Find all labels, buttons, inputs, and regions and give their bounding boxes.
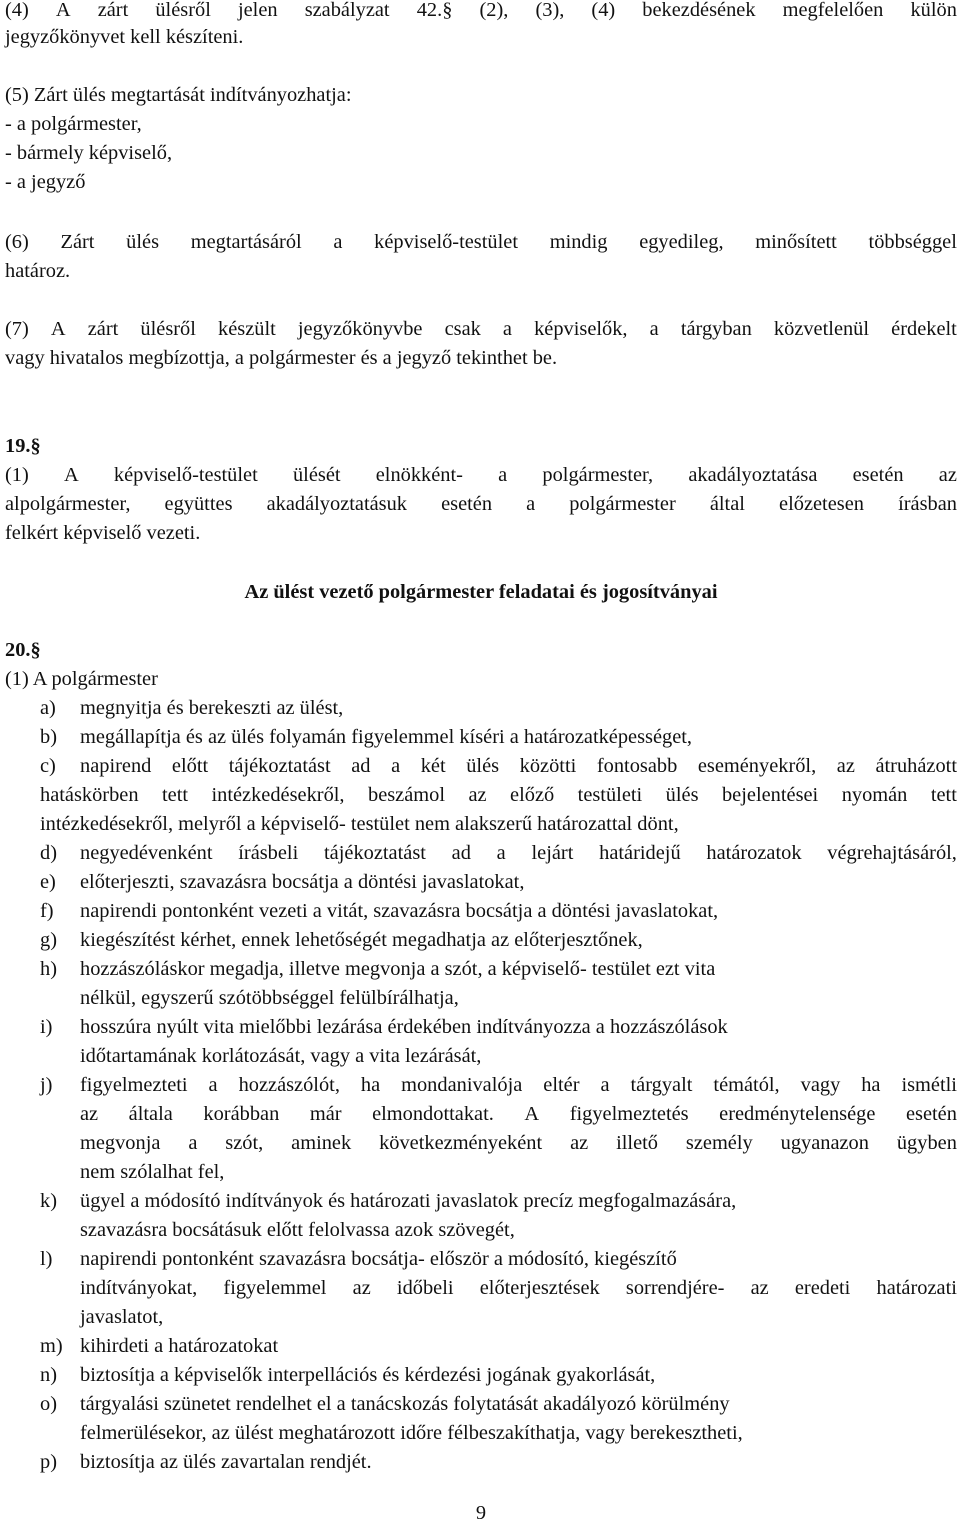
item-label: d): [40, 842, 57, 864]
paragraph-5-item: - a polgármester,: [5, 113, 142, 135]
item-text-line: nem szólalhat fel,: [80, 1161, 225, 1183]
paragraph-5-title: (5) Zárt ülés megtartását indítványozhatja:: [5, 84, 352, 106]
item-text-line: szavazásra bocsátásuk előtt felolvassa azok szövegét,: [80, 1219, 515, 1241]
item-label: o): [40, 1393, 57, 1415]
section-20-number: 20.§: [5, 639, 41, 661]
section-20-intro: (1) A polgármester: [5, 668, 158, 690]
item-text-line: megnyitja és berekeszti az ülést,: [80, 697, 344, 719]
section-heading: Az ülést vezető polgármester feladatai és jogosítványai: [244, 581, 718, 603]
item-text-line: nélkül, egyszerű szótöbbséggel felülbírálhatja,: [80, 987, 459, 1009]
paragraph-6-line-1: (6) Zárt ülés megtartásáról a képviselő-testület mindig egyedileg, minősített többséggel: [5, 231, 957, 253]
paragraph-5-item: - a jegyző: [5, 171, 86, 193]
item-text-line: biztosítja az ülés zavartalan rendjét.: [80, 1451, 372, 1473]
item-text-line: felmerülésekor, az ülést meghatározott időre félbeszakíthatja, vagy berekesztheti,: [80, 1422, 743, 1444]
section-19-number: 19.§: [5, 435, 41, 457]
paragraph-5-item: - bármely képviselő,: [5, 142, 173, 164]
item-text-line: napirendi pontonként vezeti a vitát, szavazásra bocsátja a döntési javaslatokat,: [80, 900, 719, 922]
item-text-line: figyelmezteti a hozzászólót, ha mondanivalója eltér a tárgyalt témától, vagy ha ismétli: [80, 1074, 957, 1096]
item-text-line: hosszúra nyúlt vita mielőbbi lezárása érdekében indítványozza a hozzászólások: [80, 1016, 728, 1038]
item-label: c): [40, 755, 56, 777]
item-text-line: megállapítja és az ülés folyamán figyelemmel kíséri a határozatképességet,: [80, 726, 693, 748]
item-label: i): [40, 1016, 53, 1038]
item-label: l): [40, 1248, 53, 1270]
item-text-line: hatáskörben tett intézkedésekről, beszámol az előző testületi ülés bejelentései nyomán tett: [40, 784, 957, 806]
item-text-line: intézkedésekről, melyről a képviselő- testület nem alakszerű határozattal dönt,: [40, 813, 679, 835]
item-text-line: tárgyalási szünetet rendelhet el a tanácskozás folytatását akadályozó körülmény: [80, 1393, 730, 1415]
item-text-line: időtartamának korlátozását, vagy a vita lezárását,: [80, 1045, 482, 1067]
paragraph-7-line-1: (7) A zárt ülésről készült jegyzőkönyvbe csak a képviselők, a tárgyban közvetlenül érdekelt: [5, 318, 957, 340]
item-label: p): [40, 1451, 57, 1473]
page-number: 9: [475, 1502, 487, 1524]
item-label: e): [40, 871, 56, 893]
item-label: f): [40, 900, 54, 922]
item-text-line: napirend előtt tájékoztatást ad a két ülés közötti fontosabb eseményekről, az átruházott: [80, 755, 957, 777]
item-text-line: negyedévenként írásbeli tájékoztatást ad a lejárt határidejű határozatok végrehajtásáról,: [80, 842, 957, 864]
item-text-line: napirendi pontonként szavazásra bocsátja- először a módosító, kiegészítő: [80, 1248, 677, 1270]
item-label: j): [40, 1074, 53, 1096]
item-label: k): [40, 1190, 57, 1212]
section-19-line-1: (1) A képviselő-testület ülését elnökként- a polgármester, akadályoztatása esetén az: [5, 464, 957, 486]
item-text-line: megvonja a szót, aminek következményeként az illető személy ugyanazon ügyben: [80, 1132, 957, 1154]
item-label: a): [40, 697, 56, 719]
item-text-line: ügyel a módosító indítványok és határozati javaslatok precíz megfogalmazására,: [80, 1190, 737, 1212]
section-19-line-2: alpolgármester, együttes akadályoztatásuk esetén a polgármester által előzetesen írásban: [5, 493, 957, 515]
paragraph-4-line-1: (4) A zárt ülésről jelen szabályzat 42.§ (2), (3), (4) bekezdésének megfelelően külön: [5, 0, 957, 21]
item-text-line: indítványokat, figyelemmel az időbeli előterjesztések sorrendjére- az eredeti határozati: [80, 1277, 957, 1299]
item-text-line: biztosítja a képviselők interpellációs és kérdezési jogának gyakorlását,: [80, 1364, 656, 1386]
item-text-line: előterjeszti, szavazásra bocsátja a döntési javaslatokat,: [80, 871, 525, 893]
paragraph-6-line-2: határoz.: [5, 260, 71, 282]
paragraph-7-line-2: vagy hivatalos megbízottja, a polgármester és a jegyző tekinthet be.: [5, 347, 558, 369]
item-label: n): [40, 1364, 57, 1386]
item-text-line: hozzászóláskor megadja, illetve megvonja a szót, a képviselő- testület ezt vita: [80, 958, 716, 980]
item-label: g): [40, 929, 57, 951]
item-text-line: az általa korábban már elmondottakat. A figyelmeztetés eredménytelensége esetén: [80, 1103, 957, 1125]
item-text-line: kiegészítést kérhet, ennek lehetőségét megadhatja az előterjesztőnek,: [80, 929, 643, 951]
item-label: m): [40, 1335, 63, 1357]
section-19-line-3: felkért képviselő vezeti.: [5, 522, 201, 544]
item-text-line: kihirdeti a határozatokat: [80, 1335, 279, 1357]
paragraph-4-line-2: jegyzőkönyvet kell készíteni.: [5, 26, 244, 48]
item-label: h): [40, 958, 57, 980]
item-text-line: javaslatot,: [80, 1306, 164, 1328]
item-label: b): [40, 726, 57, 748]
